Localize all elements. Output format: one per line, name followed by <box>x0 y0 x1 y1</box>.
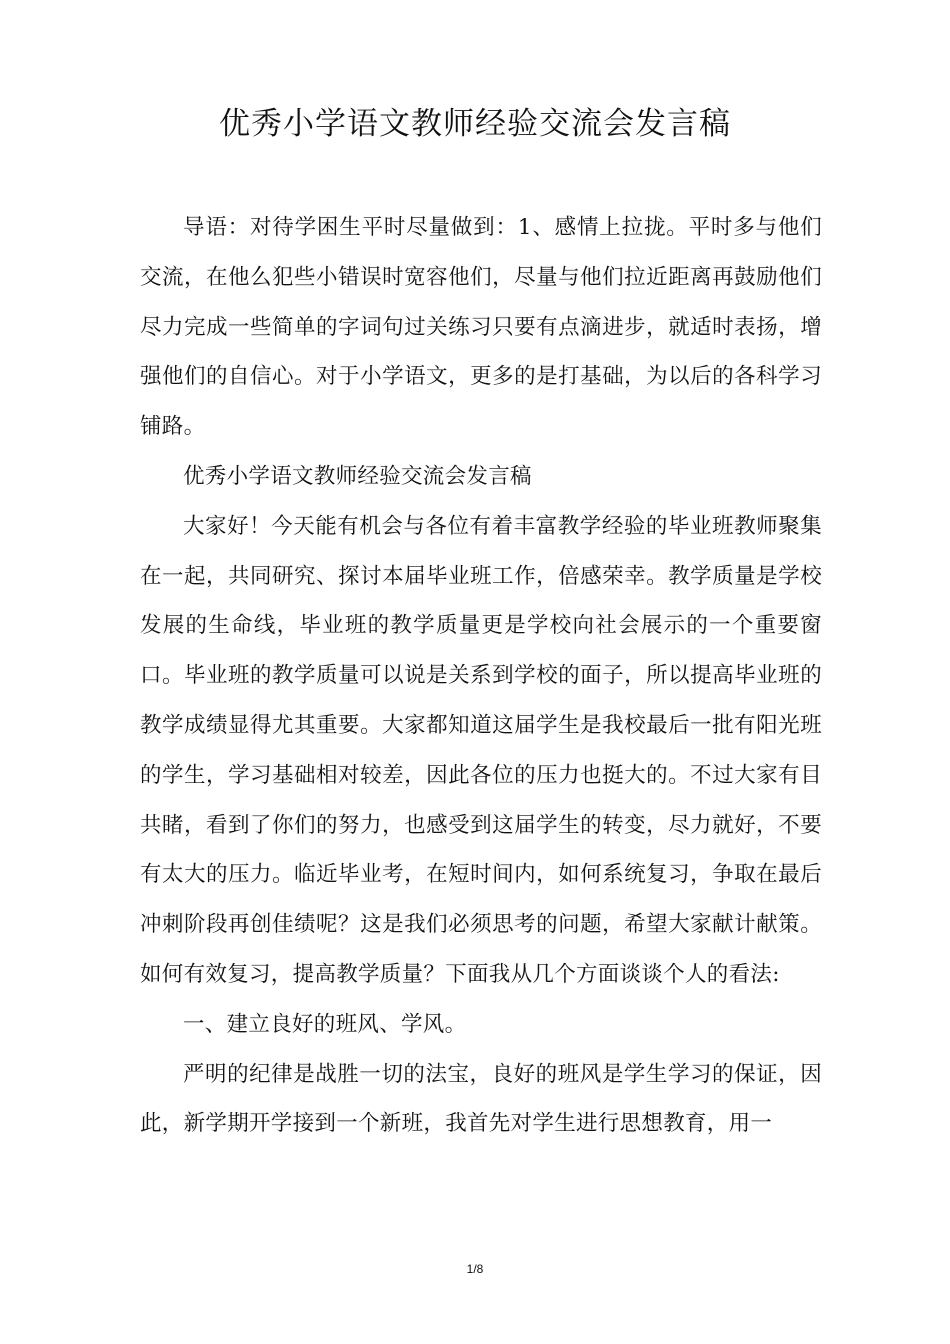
document-body <box>140 203 822 1149</box>
paragraph-section-1: 严明的纪律是战胜一切的法宝，良好的班风是学生学习的保证，因此，新学期开学接到一个新班，我首先对学生进行思想教育，用一 <box>140 1061 822 1137</box>
page-number: 1/8 <box>466 1262 484 1276</box>
document-title: 优秀小学语文教师经验交流会发言稿 <box>219 106 731 142</box>
paragraph-greeting: 大家好！今天能有机会与各位有着丰富教学经验的毕业班教师聚集在一起，共同研究、探讨本届毕业班工作，倍感荣幸。教学质量是学校发展的生命线，毕业班的教学质量更是学校向社会展示的一个重要窗口。毕业班的教学质量可以说是关系到学校的面子，所以提高毕业班的教学成绩显得尤其重要。大家都知道这届学生是我校最后一批有阳光班的学生，学习基础相对较差，因此各位的压力也挺大的。不过大家有目共睹，看到了你们的努力，也感受到这届学生的转变，尽力就好，不要有太大的压力。临近毕业考，在短时间内，如何系统复习，争取在最后冲刺阶段再创佳绩呢？这是我们必须思考的问题，希望大家献计献策。如何有效复习，提高教学质量？下面我从几个方面谈谈个人的看法: <box>140 513 822 987</box>
paragraph-subtitle: 优秀小学语文教师经验交流会发言稿 <box>183 463 532 489</box>
paragraph-intro: 导语：对待学困生平时尽量做到：1、感情上拉拢。平时多与他们交流，在他么犯些小错误时宽容他们，尽量与他们拉近距离再鼓励他们尽力完成一些简单的字词句过关练习只要有点滴进步，就适时表扬，增强他们的自信心。对于小学语文，更多的是打基础，为以后的各科学习铺路。 <box>140 215 822 440</box>
section-heading-1: 一、建立良好的班风、学风。 <box>183 1011 467 1037</box>
